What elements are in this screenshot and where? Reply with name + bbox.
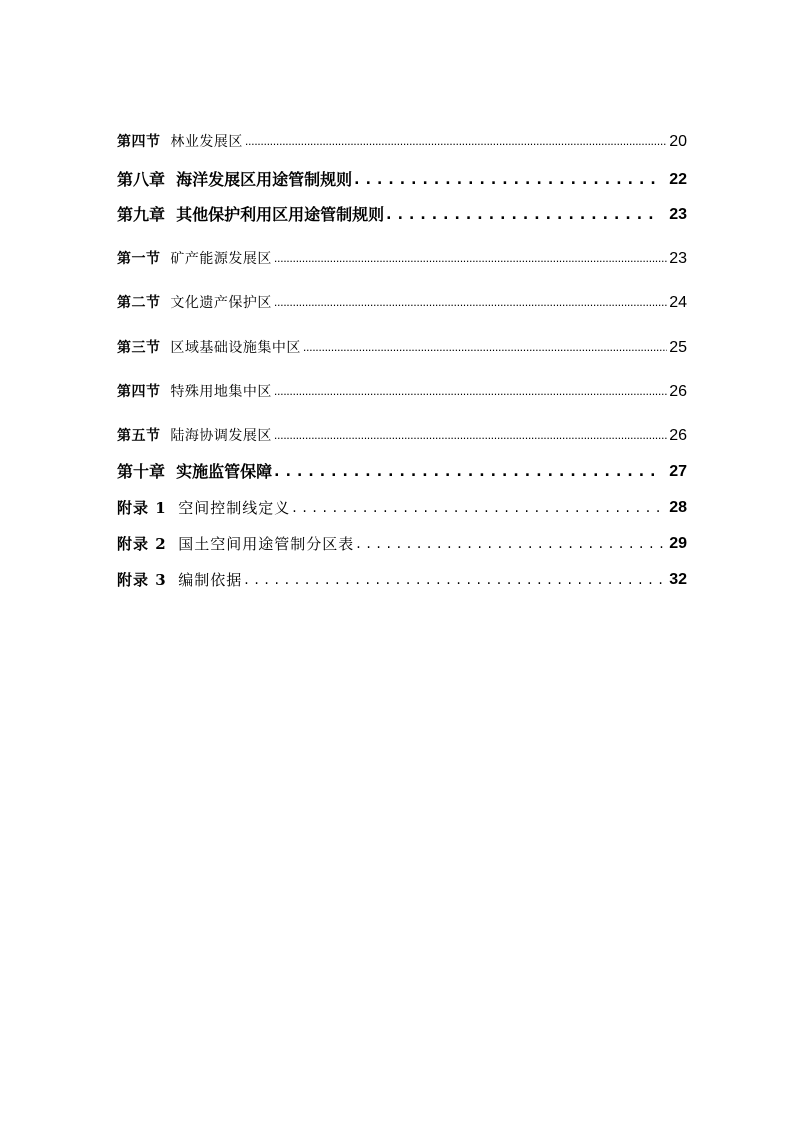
toc-leader-dots xyxy=(274,247,667,269)
toc-entry-page: 23 xyxy=(669,206,687,223)
toc-entry-title: 国土空间用途管制分区表 xyxy=(178,535,355,553)
toc-entry-forestry[interactable] xyxy=(117,128,687,152)
toc-entry-page: 24 xyxy=(669,294,687,311)
toc-entry-label xyxy=(117,382,272,402)
toc-entry-chapter-8[interactable] xyxy=(117,166,687,190)
toc-entry-prefix: 第四节 xyxy=(117,134,161,150)
toc-entry-label xyxy=(117,462,272,482)
toc-entry-appendix-1[interactable] xyxy=(117,494,687,518)
toc-entry-title: 矿产能源发展区 xyxy=(170,251,272,267)
toc-entry-cultural-heritage[interactable] xyxy=(117,289,687,313)
toc-entry-prefix: 附录 2 xyxy=(117,535,167,553)
toc-entry-prefix: 第八章 xyxy=(117,170,166,189)
toc-entry-label xyxy=(117,498,290,518)
toc-entry-appendix-2[interactable] xyxy=(117,530,687,554)
toc-entry-page: 20 xyxy=(669,133,687,150)
toc-leader-dots xyxy=(292,497,663,518)
toc-entry-title: 海洋发展区用途管制规则 xyxy=(176,170,353,189)
toc-entry-title: 特殊用地集中区 xyxy=(170,384,272,400)
toc-entry-prefix: 第二节 xyxy=(117,295,161,311)
toc-entry-prefix: 第三节 xyxy=(117,340,161,356)
toc-entry-title: 其他保护利用区用途管制规则 xyxy=(176,205,385,224)
toc-entry-title: 空间控制线定义 xyxy=(178,499,291,517)
toc-entry-title: 文化遗产保护区 xyxy=(170,295,272,311)
toc-entry-label xyxy=(117,205,384,225)
toc-entry-prefix: 附录 1 xyxy=(117,499,167,517)
toc-entry-special-land[interactable] xyxy=(117,378,687,402)
toc-leader-dots xyxy=(303,336,667,358)
toc-entry-page: 26 xyxy=(669,383,687,400)
toc-entry-label xyxy=(117,132,243,152)
toc-leader-dots xyxy=(356,533,663,554)
toc-entry-page: 32 xyxy=(669,571,687,588)
toc-entry-label xyxy=(117,534,354,554)
toc-leader-dots xyxy=(274,461,659,482)
toc-entry-mineral-energy[interactable] xyxy=(117,245,687,269)
toc-entry-prefix: 第五节 xyxy=(117,428,161,444)
toc-entry-page: 23 xyxy=(669,250,687,267)
toc-leader-dots xyxy=(386,204,659,225)
toc-entry-label xyxy=(117,338,301,358)
toc-leader-dots xyxy=(274,424,667,446)
toc-entry-infrastructure[interactable] xyxy=(117,334,687,358)
toc-entry-page: 25 xyxy=(669,339,687,356)
toc-entry-page: 29 xyxy=(669,535,687,552)
toc-leader-dots xyxy=(274,291,667,313)
toc-entry-title: 实施监管保障 xyxy=(176,462,273,481)
toc-entry-prefix: 第九章 xyxy=(117,205,166,224)
toc-entry-page: 27 xyxy=(669,463,687,480)
toc-entry-prefix: 附录 3 xyxy=(117,571,167,589)
toc-entry-chapter-10[interactable] xyxy=(117,458,687,482)
toc-leader-dots xyxy=(245,130,667,152)
toc-entry-land-sea[interactable] xyxy=(117,422,687,446)
toc-entry-chapter-9[interactable] xyxy=(117,201,687,225)
toc-entry-label xyxy=(117,170,352,190)
toc-leader-dots xyxy=(274,380,667,402)
toc-entry-label xyxy=(117,426,272,446)
toc-entry-appendix-3[interactable] xyxy=(117,566,687,590)
toc-entry-page: 22 xyxy=(669,171,687,188)
toc-entry-title: 陆海协调发展区 xyxy=(170,428,272,444)
toc-entry-prefix: 第一节 xyxy=(117,251,161,267)
toc-entry-label xyxy=(117,293,272,313)
toc-entry-title: 区域基础设施集中区 xyxy=(170,340,301,356)
toc-entry-label xyxy=(117,570,242,590)
toc-leader-dots xyxy=(354,169,659,190)
toc-leader-dots xyxy=(244,569,663,590)
toc-entry-title: 编制依据 xyxy=(178,571,243,589)
toc-entry-page: 26 xyxy=(669,427,687,444)
toc-entry-page: 28 xyxy=(669,499,687,516)
toc-entry-title: 林业发展区 xyxy=(170,134,243,150)
toc-entry-prefix: 第十章 xyxy=(117,462,166,481)
toc-entry-prefix: 第四节 xyxy=(117,384,161,400)
toc-entry-label xyxy=(117,249,272,269)
